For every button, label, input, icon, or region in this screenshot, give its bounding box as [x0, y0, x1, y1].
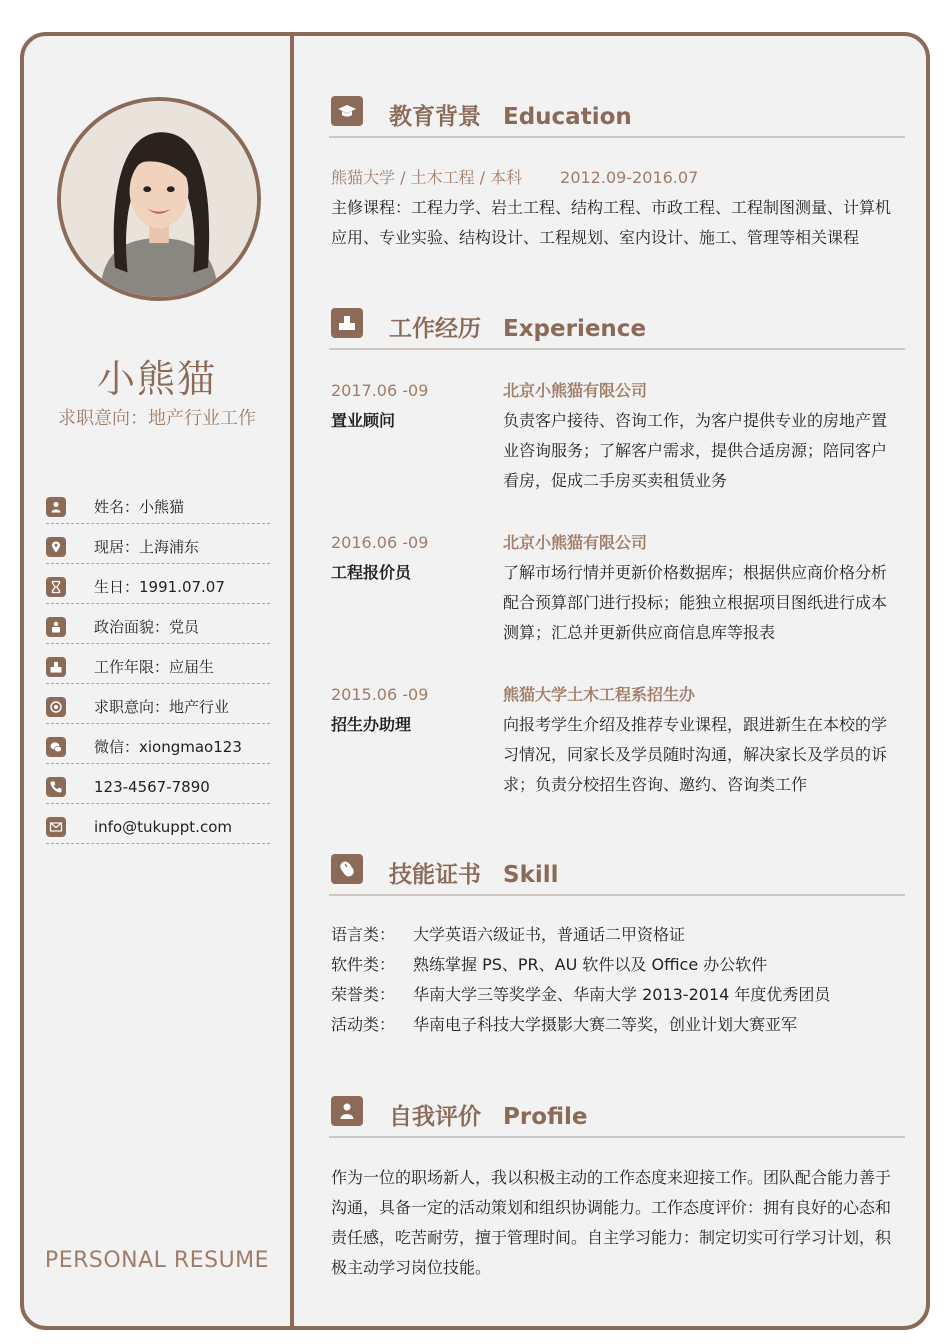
- section-title-cn: 工作经历: [389, 316, 481, 342]
- education-dates: 2012.09-2016.07: [560, 168, 699, 187]
- skill-category: 活动类：: [331, 1015, 396, 1034]
- info-text: 姓名：小熊猫: [94, 498, 185, 516]
- job-intent: 求职意向：地产行业工作: [58, 408, 256, 429]
- section-title-en: Skill: [503, 862, 559, 888]
- info-item-residence: [46, 524, 270, 564]
- info-item-work-years: [46, 644, 270, 684]
- experience-role: 置业顾问: [331, 411, 396, 430]
- skill-text: 大学英语六级证书，普通话二甲资格证: [413, 925, 686, 944]
- info-item-name: [46, 484, 270, 524]
- experience-date: 2017.06 -09: [331, 381, 429, 400]
- avatar: [57, 97, 261, 301]
- info-item-birthday: [46, 564, 270, 604]
- section-experience-header: [329, 308, 905, 350]
- info-item-political: [46, 604, 270, 644]
- experience-company: 北京小熊猫有限公司: [503, 533, 648, 552]
- section-title-en: Education: [503, 104, 632, 130]
- skill-row: [331, 1010, 903, 1040]
- education-description: 主修课程：工程力学、岩土工程、结构工程、市政工程、工程制图测量、计算机应用、专业实验、结构设计、工程规划、室内设计、施工、管理等相关课程: [331, 198, 892, 247]
- section-title: [389, 98, 632, 131]
- graduation-cap-icon: [331, 96, 363, 126]
- experience-item: [331, 376, 903, 496]
- skill-category: 荣誉类：: [331, 985, 396, 1004]
- section-skills-header: [329, 854, 905, 896]
- section-title-cn: 教育背景: [389, 104, 481, 130]
- skill-text: 华南电子科技大学摄影大赛二等奖，创业计划大赛亚军: [413, 1015, 798, 1034]
- experience-company: 北京小熊猫有限公司: [503, 381, 648, 400]
- info-text: 生日：1991.07.07: [94, 578, 225, 596]
- info-text: 求职意向：地产行业: [94, 698, 230, 716]
- info-item-wechat: [46, 724, 270, 764]
- info-text: 工作年限：应届生: [94, 658, 215, 676]
- skill-category: 语言类：: [331, 925, 396, 944]
- experience-date: 2015.06 -09: [331, 685, 429, 704]
- info-text: info@tukuppt.com: [94, 817, 232, 836]
- experience-item: [331, 528, 903, 648]
- phone-icon: [46, 777, 66, 797]
- section-title-en: Profile: [503, 1104, 588, 1130]
- education-line: [331, 163, 698, 193]
- info-item-intent: [46, 684, 270, 724]
- info-item-phone: [46, 764, 270, 804]
- experience-role: 工程报价员: [331, 563, 412, 582]
- section-title-cn: 技能证书: [389, 862, 481, 888]
- experience-description: 了解市场行情并更新价格数据库；根据供应商价格分析配合预算部门进行投标；能独立根据项目图纸进行成本测算；汇总并更新供应商信息库等报表: [503, 563, 888, 642]
- info-text: 现居：上海浦东: [94, 538, 200, 556]
- portrait-illustration: [61, 101, 257, 297]
- section-profile-header: [329, 1096, 905, 1138]
- skill-category: 软件类：: [331, 955, 396, 974]
- info-item-email: [46, 804, 270, 844]
- target-icon: [46, 697, 66, 717]
- skill-row: [331, 950, 903, 980]
- briefcase-icon: [46, 657, 66, 677]
- wechat-icon: [46, 737, 66, 757]
- section-title: [389, 1098, 588, 1131]
- experience-description: 负责客户接待、咨询工作，为客户提供专业的房地产置业咨询服务；了解客户需求，提供合适房源；陪同客户看房，促成二手房买卖租赁业务: [503, 411, 888, 490]
- location-icon: [46, 537, 66, 557]
- person-icon: [331, 1096, 363, 1126]
- mail-icon: [46, 817, 66, 837]
- info-text: 微信：xiongmao123: [94, 738, 242, 756]
- mouse-icon: [331, 854, 363, 884]
- skill-row: [331, 920, 903, 950]
- section-education-header: [329, 96, 905, 138]
- info-text: 政治面貌：党员: [94, 618, 200, 636]
- party-member-icon: [46, 617, 66, 637]
- experience-company: 熊猫大学土木工程系招生办: [503, 685, 696, 704]
- section-title: [389, 856, 559, 889]
- section-title: [389, 310, 646, 343]
- experience-description: 向报考学生介绍及推荐专业课程，跟进新生在本校的学习情况，同家长及学员随时沟通，解决家长及学员的诉求；负责分校招生咨询、邀约、咨询类工作: [503, 715, 888, 794]
- experience-date: 2016.06 -09: [331, 533, 429, 552]
- resume-page: [20, 32, 930, 1330]
- hourglass-icon: [46, 577, 66, 597]
- personal-info-list: [46, 484, 270, 844]
- profile-text: 作为一位的职场新人，我以积极主动的工作态度来迎接工作。团队配合能力善于沟通，具备一定的活动策划和组织协调能力。工作态度评价：拥有良好的心态和责任感，吃苦耐劳，擅于管理时间。自主学习能力：制定切实可行学习计划，积极主动学习岗位技能。: [331, 1168, 892, 1277]
- skill-text: 熟练掌握 PS、PR、AU 软件以及 Office 办公软件: [413, 955, 768, 974]
- skill-row: [331, 980, 903, 1010]
- vertical-divider: [290, 36, 294, 1326]
- experience-item: [331, 680, 903, 800]
- candidate-name: 小熊猫: [96, 357, 217, 401]
- section-title-en: Experience: [503, 316, 647, 342]
- personal-resume-label: PERSONAL RESUME: [44, 1248, 270, 1273]
- education-school: 熊猫大学 / 土木工程 / 本科: [331, 168, 523, 187]
- person-icon: [46, 497, 66, 517]
- experience-role: 招生办助理: [331, 715, 412, 734]
- work-icon: [331, 308, 363, 338]
- section-title-cn: 自我评价: [389, 1104, 481, 1130]
- info-text: 123-4567-7890: [94, 777, 210, 796]
- skills-list: [331, 920, 903, 1040]
- skill-text: 华南大学三等奖学金、华南大学 2013-2014 年度优秀团员: [413, 985, 831, 1004]
